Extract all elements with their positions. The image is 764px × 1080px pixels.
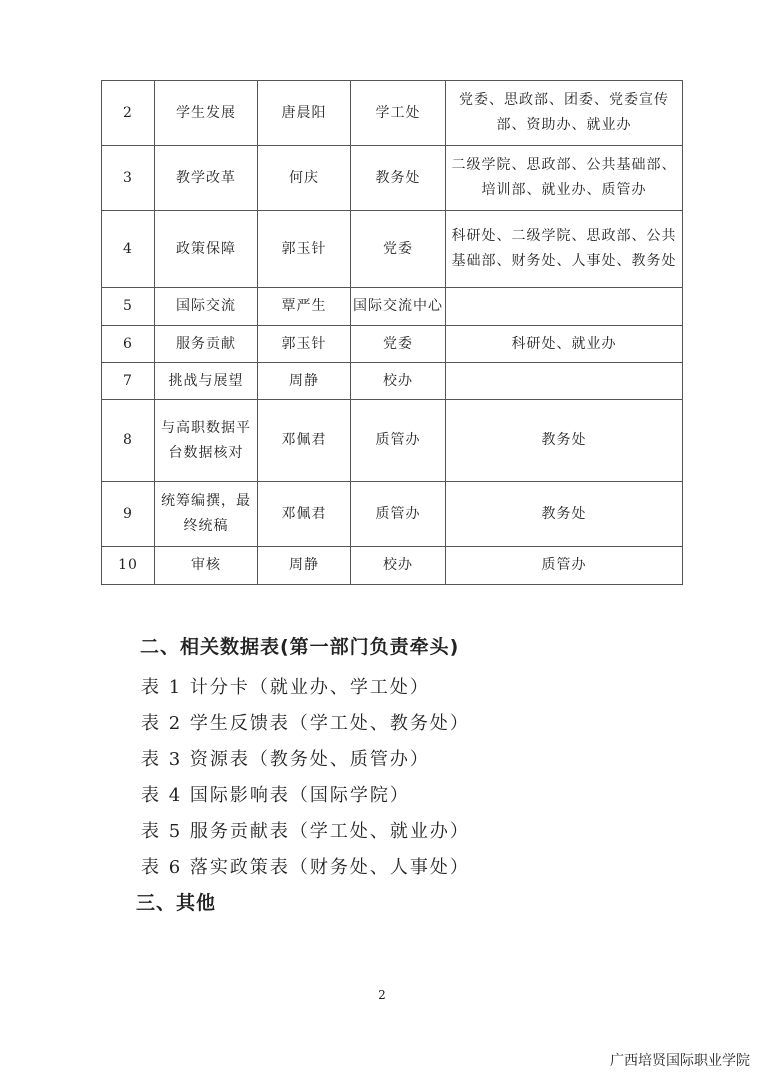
list-item: 表 2 学生反馈表（学工处、教务处）: [141, 713, 470, 734]
assisting-departments-cell: 质管办: [446, 547, 683, 585]
responsible-person-cell: 邓佩君: [258, 400, 351, 482]
table-row: [102, 400, 683, 482]
work-content-cell: 国际交流: [155, 288, 258, 326]
responsible-person-cell: 唐晨阳: [258, 81, 351, 146]
work-content-cell: 审核: [155, 547, 258, 585]
assisting-departments-cell: 教务处: [446, 482, 683, 547]
work-content-cell: 教学改革: [155, 146, 258, 211]
assisting-departments-cell: 教务处: [446, 400, 683, 482]
responsible-person-cell: 郭玉针: [258, 211, 351, 288]
list-item: 表 1 计分卡（就业办、学工处）: [141, 677, 430, 698]
assisting-departments-cell: 二级学院、思政部、公共基础部、培训部、就业办、质管办: [446, 146, 683, 211]
lead-department-cell: 学工处: [351, 81, 446, 146]
footer-organization: 广西培贤国际职业学院: [610, 1053, 750, 1069]
work-content-cell: 与高职数据平台数据核对: [155, 400, 258, 482]
assisting-departments-cell: 党委、思政部、团委、党委宣传部、资助办、就业办: [446, 81, 683, 146]
lead-department-cell: 党委: [351, 326, 446, 363]
lead-department-cell: 质管办: [351, 482, 446, 547]
section-3-heading: 三、其他: [136, 892, 217, 914]
row-number-cell: 8: [102, 400, 155, 482]
row-number-cell: 5: [102, 288, 155, 326]
row-number-cell: 9: [102, 482, 155, 547]
row-number-cell: 6: [102, 326, 155, 363]
assisting-departments-cell: 科研处、二级学院、思政部、公共基础部、财务处、人事处、教务处: [446, 211, 683, 288]
lead-department-cell: 质管办: [351, 400, 446, 482]
work-content-cell: 政策保障: [155, 211, 258, 288]
list-item: 表 6 落实政策表（财务处、人事处）: [141, 857, 470, 878]
responsible-person-cell: 周静: [258, 547, 351, 585]
responsible-person-cell: 邓佩君: [258, 482, 351, 547]
table-row: [102, 81, 683, 146]
table-row: [102, 482, 683, 547]
list-item: 表 3 资源表（教务处、质管办）: [141, 749, 430, 770]
list-item: 表 4 国际影响表（国际学院）: [141, 785, 410, 806]
section-2-heading: 二、相关数据表(第一部门负责牵头): [140, 636, 460, 658]
work-content-cell: 挑战与展望: [155, 363, 258, 400]
assisting-departments-cell: 科研处、就业办: [446, 326, 683, 363]
work-content-cell: 统筹编撰，最终统稿: [155, 482, 258, 547]
data-table-list: [141, 670, 470, 886]
assisting-departments-cell: [446, 363, 683, 400]
lead-department-cell: 校办: [351, 363, 446, 400]
assisting-departments-cell: [446, 288, 683, 326]
lead-department-cell: 党委: [351, 211, 446, 288]
work-content-cell: 学生发展: [155, 81, 258, 146]
work-content-cell: 服务贡献: [155, 326, 258, 363]
table-row: [102, 146, 683, 211]
lead-department-cell: 国际交流中心: [351, 288, 446, 326]
row-number-cell: 4: [102, 211, 155, 288]
table-row: [102, 547, 683, 585]
list-item: 表 5 服务贡献表（学工处、就业办）: [141, 821, 470, 842]
responsible-person-cell: 何庆: [258, 146, 351, 211]
task-assignment-table: [101, 80, 683, 585]
table-row: [102, 326, 683, 363]
page-number: 2: [378, 988, 386, 1002]
lead-department-cell: 校办: [351, 547, 446, 585]
responsible-person-cell: 郭玉针: [258, 326, 351, 363]
row-number-cell: 10: [102, 547, 155, 585]
responsible-person-cell: 周静: [258, 363, 351, 400]
responsible-person-cell: 覃严生: [258, 288, 351, 326]
table-row: [102, 288, 683, 326]
row-number-cell: 7: [102, 363, 155, 400]
row-number-cell: 2: [102, 81, 155, 146]
table-row: [102, 363, 683, 400]
lead-department-cell: 教务处: [351, 146, 446, 211]
table-row: [102, 211, 683, 288]
row-number-cell: 3: [102, 146, 155, 211]
